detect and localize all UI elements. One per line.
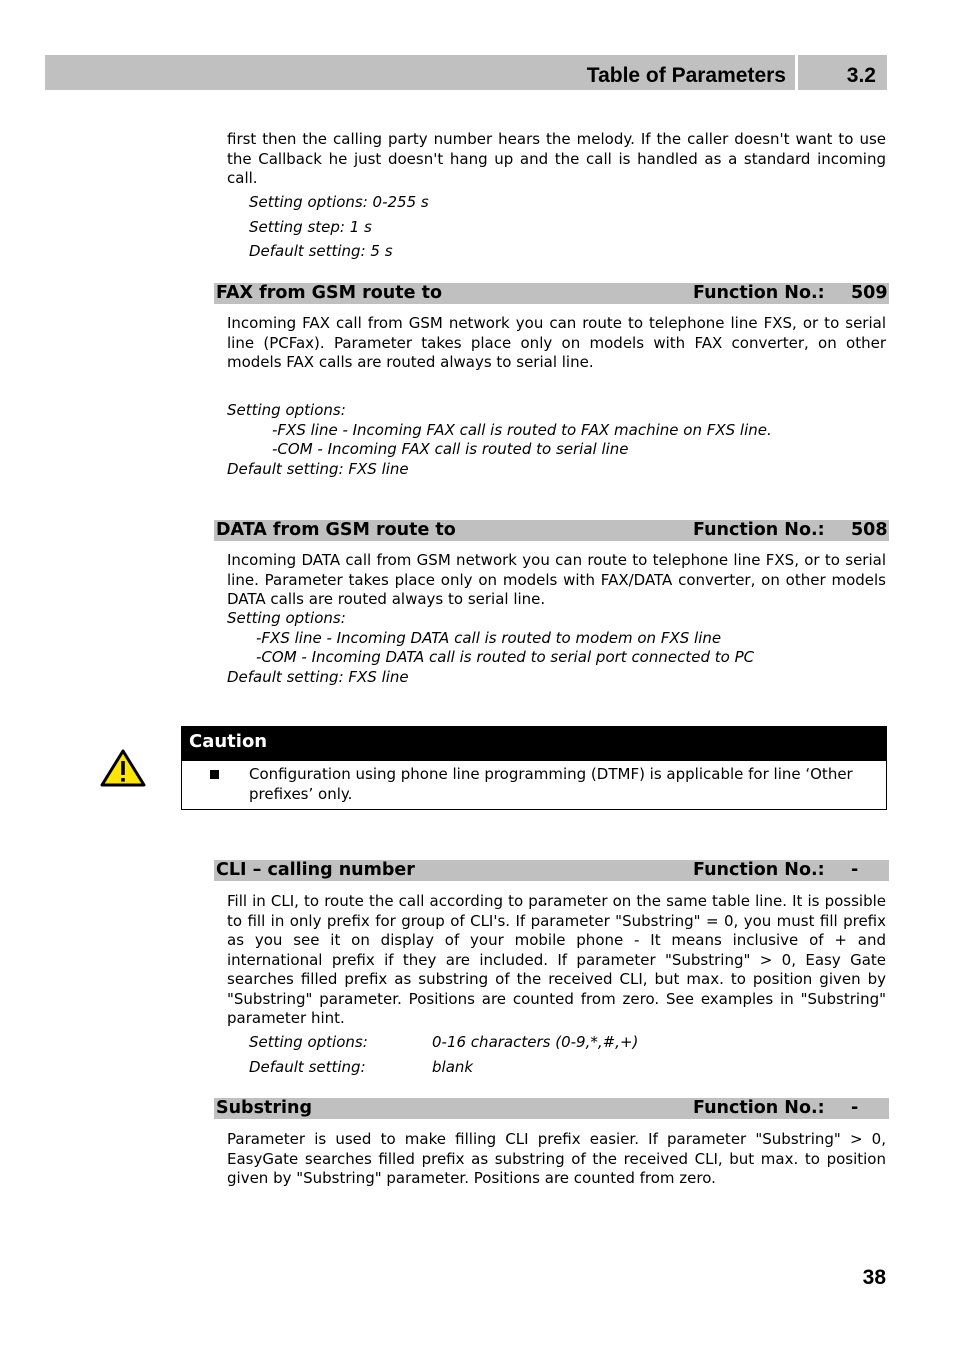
bullet-square-icon <box>210 770 219 779</box>
data-option-com: -COM - Incoming DATA call is routed to serial port connected to PC <box>256 648 755 666</box>
page-number: 38 <box>862 1266 886 1289</box>
substring-function-number: - <box>851 1098 859 1118</box>
cli-options-label: Setting options: <box>249 1033 368 1051</box>
caution-title: Caution <box>189 731 268 752</box>
data-section-bar <box>214 520 889 541</box>
cli-function-number: - <box>851 860 859 880</box>
fax-function-number: 509 <box>851 283 888 303</box>
cli-default-value: blank <box>432 1058 474 1076</box>
fax-default-setting: Default setting: FXS line <box>227 460 409 478</box>
caution-text: Configuration using phone line programming (DTMF) is applicable for line ‘Other prefixes’ only. <box>249 765 853 803</box>
fax-section-title: FAX from GSM route to <box>216 283 442 303</box>
caution-header <box>181 726 887 761</box>
fax-function-label: Function No.: <box>693 283 825 303</box>
data-options-label: Setting options: <box>227 609 346 627</box>
data-function-label: Function No.: <box>693 520 825 540</box>
data-option-fxs: -FXS line - Incoming DATA call is routed to modem on FXS line <box>256 629 722 647</box>
intro-default-setting: Default setting: 5 s <box>249 242 393 260</box>
cli-section-title: CLI – calling number <box>216 860 415 880</box>
fax-option-fxs: -FXS line - Incoming FAX call is routed to FAX machine on FXS line. <box>272 421 772 439</box>
substring-function-label: Function No.: <box>693 1098 825 1118</box>
intro-setting-options: Setting options: 0-255 s <box>249 193 429 211</box>
warning-icon <box>100 749 146 787</box>
fax-section-bar <box>214 283 889 304</box>
intro-setting-step: Setting step: 1 s <box>249 218 372 236</box>
data-default-setting: Default setting: FXS line <box>227 668 409 686</box>
data-section-title: DATA from GSM route to <box>216 520 456 540</box>
intro-paragraph: first then the calling party number hears the melody. If the caller doesn't want to use the Callback he just doesn't hang up and the call is handled as a standard incoming call. <box>227 130 886 187</box>
cli-default-label: Default setting: <box>249 1058 366 1076</box>
section-number: 3.2 <box>846 64 876 87</box>
data-function-number: 508 <box>851 520 888 540</box>
page-title: Table of Parameters <box>586 64 786 87</box>
fax-options-label: Setting options: <box>227 401 346 419</box>
cli-paragraph: Fill in CLI, to route the call according to parameter on the same table line. It is possible to fill in only prefix for group of CLI's. If parameter "Substring" = 0, you must fill prefix as you see it on display of your mobile phone - It means inclusive of + and international prefix if they are included. If parameter "Substring" > 0, Easy Gate searches filled prefix as substring of the received CLI, but max. to position given by "Substring" parameter. Positions are counted from zero. See examples in "Substring" parameter hint. <box>227 892 886 1027</box>
substring-paragraph: Parameter is used to make filling CLI prefix easier. If parameter "Substring" > 0, EasyGate searches filled prefix as substring of the received CLI, but max. to position given by "Substring" parameter. Positions are counted from zero. <box>227 1130 886 1187</box>
cli-options-value: 0-16 characters (0-9,*,#,+) <box>432 1033 639 1051</box>
cli-section-bar <box>214 860 889 881</box>
data-paragraph: Incoming DATA call from GSM network you can route to telephone line FXS, or to serial line. Parameter takes place only on models with FAX/DATA converter, on other models DATA calls are routed always to serial line. <box>227 551 886 608</box>
fax-paragraph: Incoming FAX call from GSM network you can route to telephone line FXS, or to serial line (PCFax). Parameter takes place only on models with FAX converter, on other models FAX calls are routed always to serial line. <box>227 314 886 371</box>
cli-function-label: Function No.: <box>693 860 825 880</box>
substring-section-title: Substring <box>216 1098 312 1118</box>
substring-section-bar <box>214 1098 889 1119</box>
fax-option-com: -COM - Incoming FAX call is routed to serial line <box>272 440 629 458</box>
